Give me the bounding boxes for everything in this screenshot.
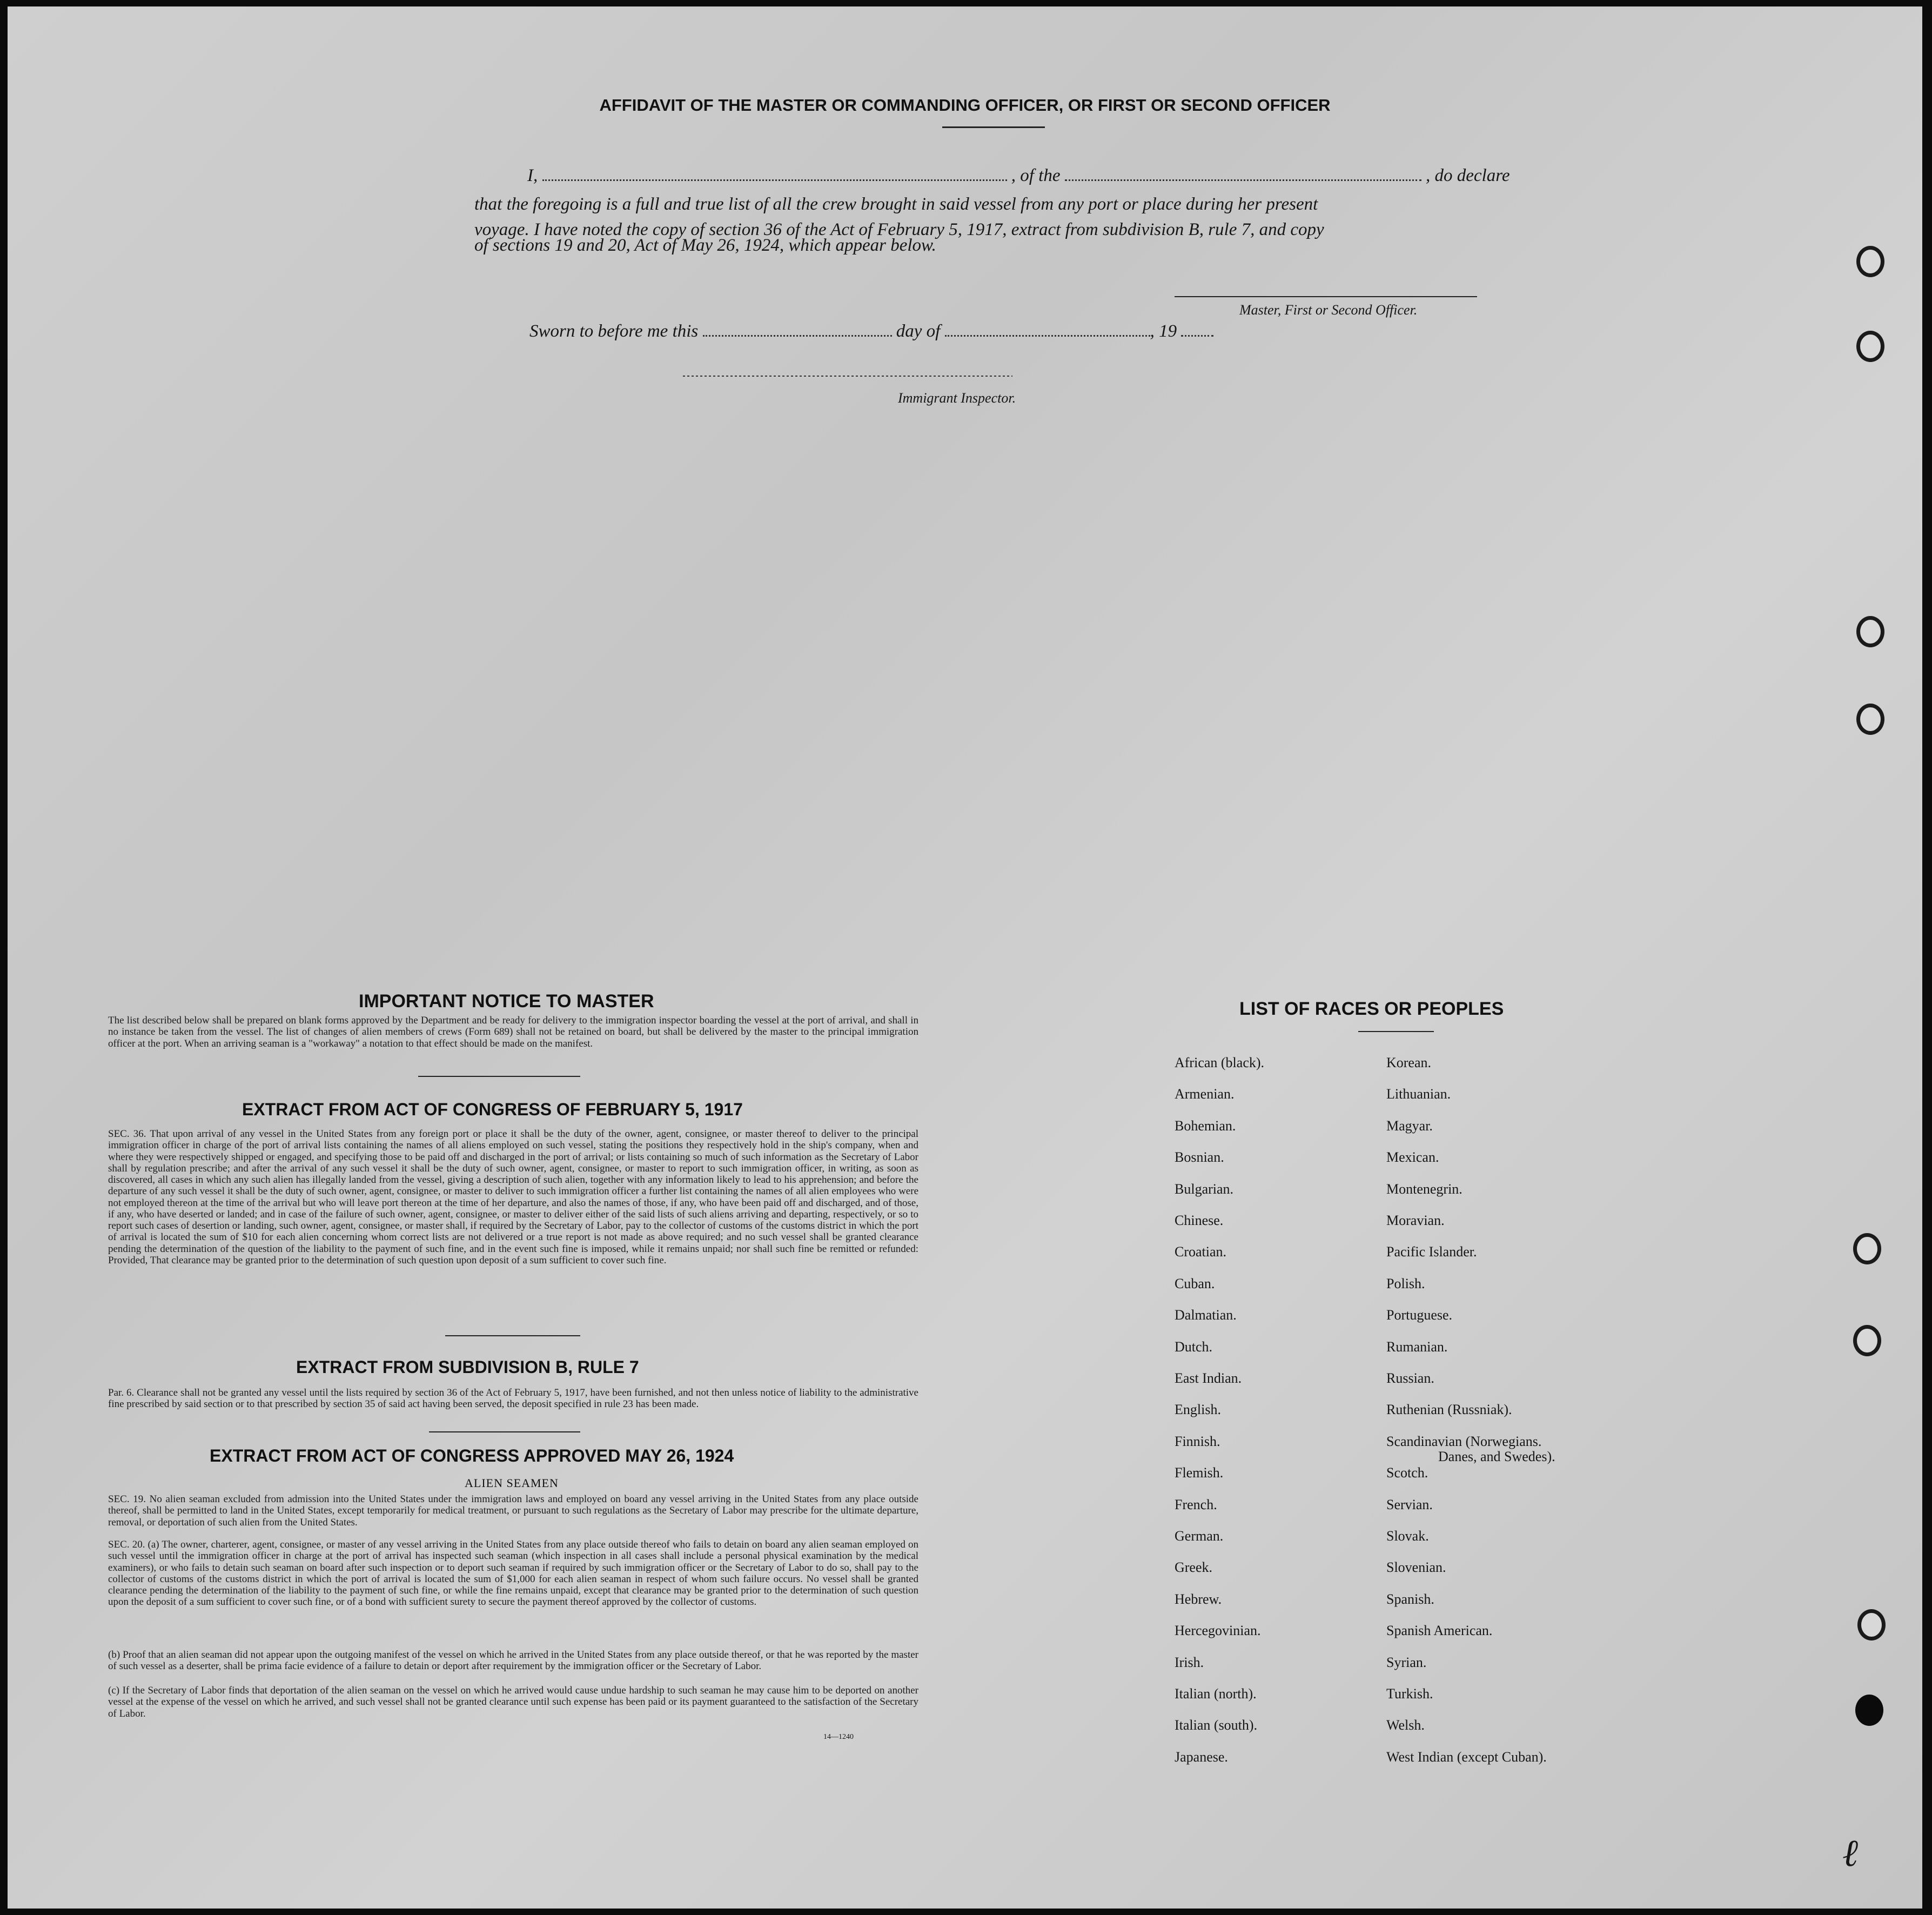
race-item: Montenegrin. bbox=[1386, 1181, 1463, 1197]
race-item: Spanish. bbox=[1386, 1591, 1434, 1607]
race-item: Japanese. bbox=[1175, 1749, 1228, 1765]
handwritten-page-mark: ℓ bbox=[1842, 1833, 1859, 1874]
race-item: Slovenian. bbox=[1386, 1559, 1446, 1576]
affidavit-line-3: of sections 19 and 20, Act of May 26, 1924, which appear below. bbox=[474, 236, 936, 255]
race-item: Slovak. bbox=[1386, 1528, 1429, 1544]
sec-20a: SEC. 20. (a) The owner, charterer, agent, consignee, or master of any vessel arriving in the United States from any place outside thereof who fails to detain on board any alien seaman employed on such vessel until the immigration officer in charge at the port of arrival has inspected such seaman (which inspection in all cases shall include a personal physical examination by the medical examiners), or who fails to detain such seaman on board after such inspection or to deport such seaman if required by such immigration officer or the Secretary of Labor to do so, shall pay to the collector of customs of the customs district in which the port of arrival is located the sum of $1,000 for each alien seaman in respect of whom such failure occurs. No vessel shall be granted clearance pending the determination of the liability to the payment of such fine, or while the fine remains unpaid, except that clearance may be granted prior to the determination of such question upon the deposit of a sum sufficient to cover such fine, or of a bond with sufficient surety to secure the payment thereof approved by the collector of customs. bbox=[108, 1539, 918, 1608]
name-field[interactable] bbox=[542, 179, 1007, 181]
day-field[interactable] bbox=[703, 335, 892, 337]
race-item: Hercegovinian. bbox=[1175, 1623, 1261, 1639]
title-rule bbox=[942, 126, 1045, 128]
i-label: I, bbox=[527, 166, 538, 185]
race-item: Bosnian. bbox=[1175, 1149, 1224, 1166]
race-item: Hebrew. bbox=[1175, 1591, 1222, 1607]
punch-hole bbox=[1856, 616, 1884, 647]
race-item: Scotch. bbox=[1386, 1465, 1428, 1481]
signature-line[interactable] bbox=[1175, 296, 1477, 297]
race-item: Croatian. bbox=[1175, 1244, 1227, 1260]
race-item: German. bbox=[1175, 1528, 1224, 1544]
punch-hole bbox=[1853, 1233, 1881, 1264]
race-item: Rumanian. bbox=[1386, 1338, 1448, 1355]
race-item: Servian. bbox=[1386, 1496, 1433, 1512]
race-item: West Indian (except Cuban). bbox=[1386, 1749, 1547, 1765]
inspector-line[interactable] bbox=[683, 376, 1012, 377]
race-item: French. bbox=[1175, 1496, 1217, 1512]
section-rule bbox=[445, 1335, 580, 1336]
punch-hole bbox=[1855, 1695, 1883, 1726]
race-item: Lithuanian. bbox=[1386, 1086, 1451, 1102]
document-sheet bbox=[8, 6, 1922, 1909]
race-item: Armenian. bbox=[1175, 1086, 1235, 1102]
punch-hole bbox=[1857, 1609, 1886, 1641]
race-item: Magyar. bbox=[1386, 1117, 1433, 1134]
race-item: Bohemian. bbox=[1175, 1117, 1236, 1134]
race-item: Dutch. bbox=[1175, 1338, 1213, 1355]
affidavit-line-1: that the foregoing is a full and true list of all the crew brought in said vessel from any port or place during her present bbox=[474, 195, 1318, 214]
race-item: Pacific Islander. bbox=[1386, 1244, 1477, 1260]
race-item: Welsh. bbox=[1386, 1717, 1425, 1733]
race-item: Turkish. bbox=[1386, 1686, 1433, 1702]
race-item: Polish. bbox=[1386, 1275, 1425, 1291]
day-of-label: day of bbox=[896, 322, 941, 341]
year-label: , 19 bbox=[1150, 322, 1177, 341]
year-field[interactable] bbox=[1181, 335, 1213, 337]
race-item: Portuguese. bbox=[1386, 1307, 1453, 1323]
race-item: Irish. bbox=[1175, 1654, 1204, 1670]
race-item: English. bbox=[1175, 1402, 1221, 1418]
race-item: Syrian. bbox=[1386, 1654, 1427, 1670]
punch-hole bbox=[1856, 246, 1884, 277]
race-item: Scandinavian (Norwegians. bbox=[1386, 1433, 1542, 1449]
affidavit-line-2: voyage. I have noted the copy of section 36 of the Act of February 5, 1917, extract from subdivision B, rule 7, and copy bbox=[474, 220, 1324, 239]
race-item: East Indian. bbox=[1175, 1370, 1242, 1386]
races-rule bbox=[1358, 1031, 1434, 1032]
form-number: 14—1240 bbox=[823, 1733, 854, 1741]
race-item: Italian (north). bbox=[1175, 1686, 1257, 1702]
race-item: Spanish American. bbox=[1386, 1623, 1493, 1639]
of-the-label: , of the bbox=[1011, 166, 1061, 185]
vessel-field[interactable] bbox=[1065, 179, 1421, 181]
race-item: Ruthenian (Russniak). bbox=[1386, 1402, 1512, 1418]
extract-1917-body: SEC. 36. That upon arrival of any vessel in the United States from any foreign port or place it shall be the duty of the owner, agent, consignee, or master thereof to deliver to the principal immigration officer in charge of the port of arrival lists containing the names of all aliens employed on such vessel, stating the positions they respectively hold in the ship's company, when and where they were respectively shipped or engaged, and specifying those to be paid off and discharged in the port of arrival; or lists containing so much of such information as the Secretary of Labor shall by regulation prescribe; and after the arrival of any such vessel it shall be the duty of such owner, agent, consignee, or master to report to such immigration officer, in writing, as soon as discovered, all cases in which any such alien has illegally landed from the vessel, giving a description of such alien, together with any information likely to lead to his apprehension; and before the departure of any such vessel it shall be the duty of such owner, agent, consignee, or master to deliver to such immigration officer a further list containing the names of all alien employees who were not employed thereon at the time of the arrival but who will leave port thereon at the time of her departure, and also the names of those, if any, who have been paid off and discharged, and of those, if any, who have deserted or landed; and in case of the failure of such owner, agent, consignee, or master to deliver either of the said lists of such aliens arriving and departing, respectively, or so to report such cases of desertion or landing, such owner, agent, consignee, or master shall, if required by the Secretary of Labor, pay to the collector of customs of the customs district in which the port of arrival is located the sum of $10 for each alien concerning whom correct lists are not delivered or a true report is not made as above required; and no such vessel shall be granted clearance pending the determination of the question of the liability to the payment of such fine, and in the event such fine is imposed, while it remains unpaid; nor shall such fine be remitted or refunded: Provided, That clearance may be granted prior to the determination of such question upon deposit of a sum sufficient to cover such fine. bbox=[108, 1128, 918, 1266]
race-item: Dalmatian. bbox=[1175, 1307, 1237, 1323]
punch-hole bbox=[1856, 704, 1884, 735]
extract-rule7-title: EXTRACT FROM SUBDIVISION B, RULE 7 bbox=[296, 1357, 639, 1377]
race-item: Flemish. bbox=[1175, 1465, 1224, 1481]
affidavit-title: AFFIDAVIT OF THE MASTER OR COMMANDING OFFICER, OR FIRST OR SECOND OFFICER bbox=[599, 96, 1331, 115]
do-declare-label: , do declare bbox=[1425, 166, 1510, 185]
race-item: Cuban. bbox=[1175, 1275, 1215, 1291]
signature-caption: Master, First or Second Officer. bbox=[1239, 302, 1418, 318]
sworn-line bbox=[529, 323, 1213, 340]
sec-20b: (b) Proof that an alien seaman did not appear upon the outgoing manifest of the vessel on which he arrived in the United States from any place outside thereof, or that he was reported by the master of such vessel as a deserter, shall be prima facie evidence of a failure to detain or deport after requirement by the immigration officer or the Secretary of Labor. bbox=[108, 1649, 918, 1672]
month-field[interactable] bbox=[945, 335, 1150, 337]
races-title: LIST OF RACES OR PEOPLES bbox=[1239, 999, 1504, 1019]
race-item: Greek. bbox=[1175, 1559, 1213, 1576]
notice-body: The list described below shall be prepared on blank forms approved by the Department and be ready for delivery to the immigration inspector boarding the vessel at the port of arrival, and shall in no instance be taken from the vessel. The list of changes of alien members of crews (Form 689) shall not be retained on board, but shall be delivered by the master to the principal immigration officer at the port. When an arriving seaman is a "workaway" a notation to that effect should be made on the manifest. bbox=[108, 1015, 918, 1049]
race-item: Finnish. bbox=[1175, 1433, 1220, 1449]
extract-1924-subtitle: ALIEN SEAMEN bbox=[465, 1476, 559, 1490]
notice-title: IMPORTANT NOTICE TO MASTER bbox=[359, 991, 654, 1012]
race-item: Italian (south). bbox=[1175, 1717, 1258, 1733]
extract-1917-title: EXTRACT FROM ACT OF CONGRESS OF FEBRUARY 5, 1917 bbox=[242, 1100, 743, 1119]
sec-20c: (c) If the Secretary of Labor finds that deportation of the alien seaman on the vessel on which he arrived would cause undue hardship to such seaman he may cause him to be deported on another vessel at the expense of the vessel on which he arrived, and such vessel shall not be granted clearance until such expense has been paid or its payment guaranteed to the satisfaction of the Secretary of Labor. bbox=[108, 1685, 918, 1719]
extract-rule7-body: Par. 6. Clearance shall not be granted any vessel until the lists required by section 36 of the Act of February 5, 1917, have been furnished, and not then unless notice of liability to the administrative fine prescribed by said section or to that prescribed by section 35 of said act having been served, the deposit specified in rule 23 has been made. bbox=[108, 1387, 918, 1410]
inspector-caption: Immigrant Inspector. bbox=[898, 390, 1016, 406]
race-item: Moravian. bbox=[1386, 1213, 1445, 1228]
sec-19: SEC. 19. No alien seaman excluded from admission into the United States under the immigration laws and employed on board any vessel arriving in the United States from any place outside thereof, shall be permitted to land in the United States, except temporarily for medical treatment, or pursuant to such regulations as the Secretary of Labor may prescribe for the ultimate departure, removal, or deportation of such alien from the United States. bbox=[108, 1494, 918, 1528]
race-item: Danes, and Swedes). bbox=[1438, 1448, 1555, 1464]
race-item: Mexican. bbox=[1386, 1149, 1439, 1166]
race-item: African (black). bbox=[1175, 1055, 1265, 1070]
section-rule bbox=[429, 1431, 580, 1432]
punch-hole bbox=[1853, 1325, 1881, 1356]
sworn-label: Sworn to before me this bbox=[529, 322, 699, 341]
extract-1924-title: EXTRACT FROM ACT OF CONGRESS APPROVED MAY 26, 1924 bbox=[210, 1446, 734, 1465]
affidavit-i bbox=[527, 167, 1510, 185]
section-rule bbox=[418, 1076, 580, 1077]
race-item: Russian. bbox=[1386, 1370, 1434, 1386]
race-item: Bulgarian. bbox=[1175, 1181, 1234, 1197]
punch-hole bbox=[1856, 331, 1884, 362]
race-item: Korean. bbox=[1386, 1055, 1432, 1070]
race-item: Chinese. bbox=[1175, 1213, 1224, 1228]
